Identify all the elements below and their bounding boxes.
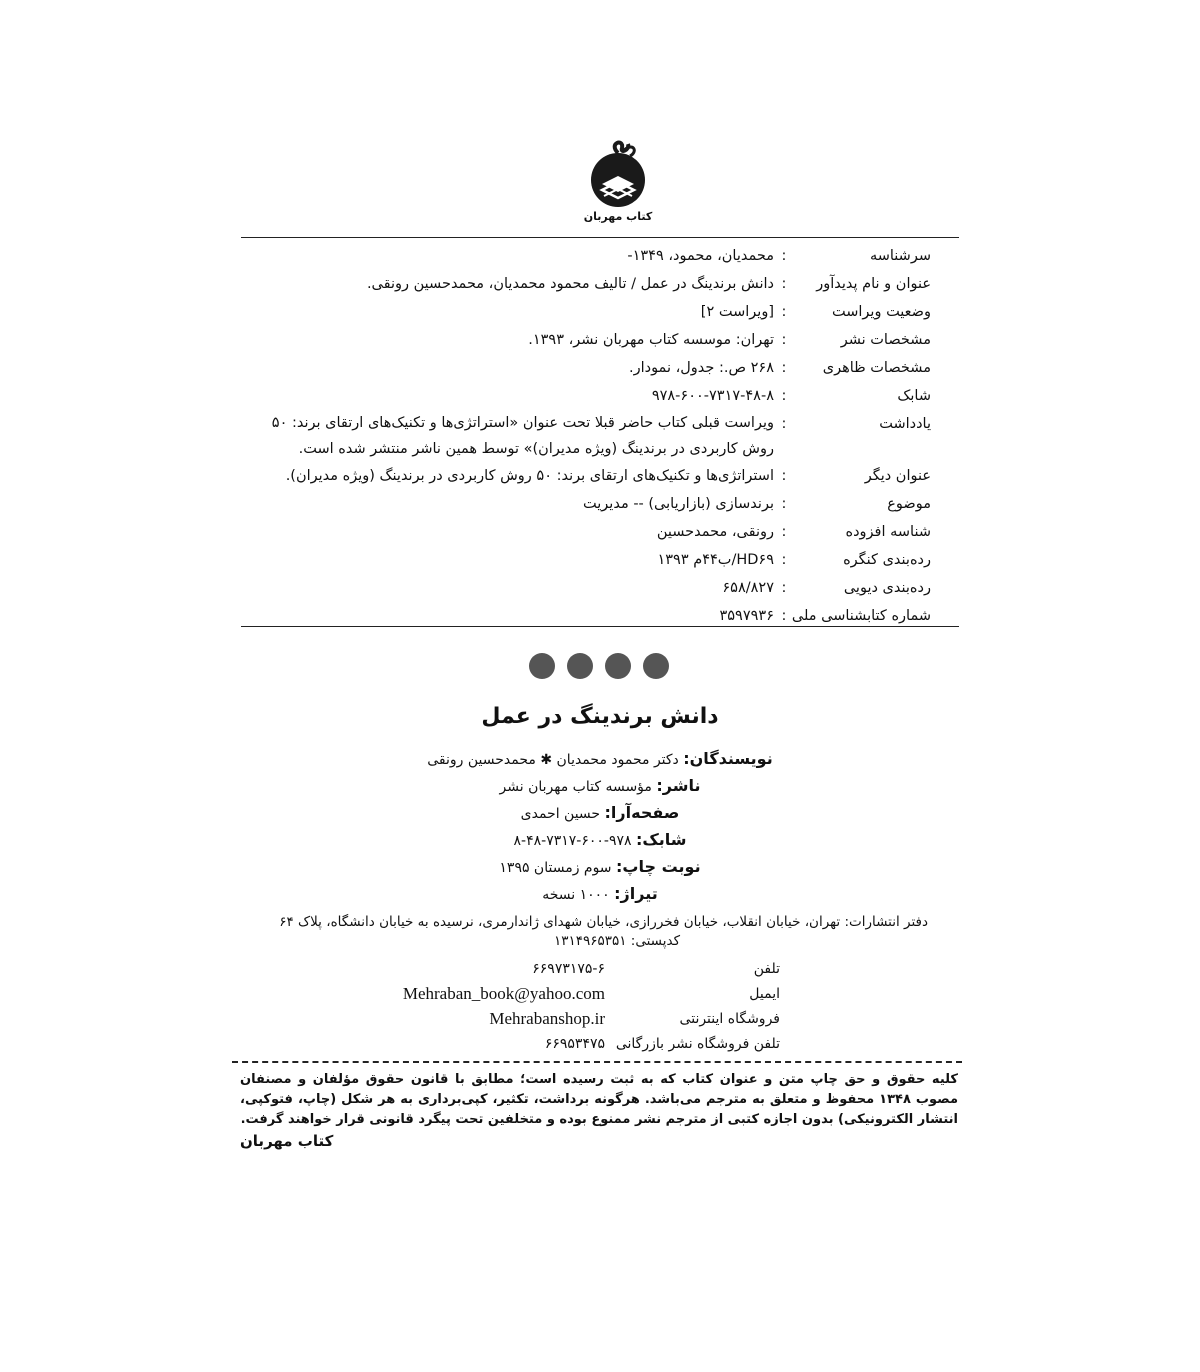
cip-label: شماره کتابشناسی ملی [791,608,931,624]
cip-value: دانش برندینگ در عمل / تالیف محمود محمدیان، محمدحسین رونقی. [366,276,774,292]
credit-value: ۱۰۰۰ نسخه [542,887,610,903]
contact-row [380,1006,780,1031]
cip-label: رده‌بندی دیویی [843,580,931,596]
cip-row [241,270,931,298]
logo-text: کتاب مهربان [583,210,653,223]
book-title: دانش برندینگ در عمل [481,704,719,729]
cip-colon: : [781,580,787,596]
credit-line [420,881,780,908]
cip-value: [ویراست ۲] [700,304,774,320]
cip-row [241,518,931,546]
credit-value: حسین احمدی [520,806,601,822]
credit-label: نوبت چاپ: [616,857,701,876]
cip-label: رده‌بندی کنگره [843,552,931,568]
cip-value: ۹۷۸-۶۰۰-۷۳۱۷-۴۸-۸ [651,388,774,404]
cip-value: تهران: موسسه کتاب مهربان نشر، ۱۳۹۳. [528,332,774,348]
credit-label: ناشر: [656,776,701,795]
cip-colon: : [781,608,787,624]
cip-value: ویراست قبلی کتاب حاضر قبلا تحت عنوان «استراتژی‌ها و تکنیک‌های ارتقای برند: ۵۰ روش کاربردی در برندینگ (ویژه مدیران)» توسط همین ناشر منتشر شده است. [271,415,774,457]
contact-label: تلفن فروشگاه نشر بازرگانی [615,1035,780,1052]
cip-row [241,382,931,410]
cip-value: محمدیان، محمود، ۱۳۴۹- [627,248,774,264]
dashed-divider [232,1061,962,1063]
cip-colon: : [781,248,787,264]
cip-row [241,298,931,326]
cip-value: ۶۵۸/۸۲۷ [722,580,774,596]
cip-value: ۲۶۸ ص.: جدول، نمودار. [628,360,774,376]
cip-row [241,354,931,382]
cip-row [241,574,931,602]
credit-label: نویسندگان: [683,749,773,768]
cip-label: مشخصات نشر [840,332,931,348]
dot-icon [567,653,593,679]
cip-colon: : [781,304,787,320]
contact-value: ۶۶۹۵۳۴۷۵ [544,1035,605,1052]
dot-icon [643,653,669,679]
credit-line [420,854,780,881]
credit-value: ۹۷۸-۶۰۰-۷۳۱۷-۴۸-۸ [513,833,632,849]
credit-line [420,800,780,827]
cip-colon: : [781,496,787,512]
cip-value: رونقی، محمدحسین [656,524,774,540]
cip-row [241,490,931,518]
contact-label: تلفن [753,960,780,977]
cip-colon: : [781,552,787,568]
publisher-signature: کتاب مهربان [240,1132,334,1150]
contact-label: فروشگاه اینترنتی [679,1010,780,1027]
cip-row [241,462,931,490]
cip-colon: : [781,276,787,292]
cip-label: یادداشت [879,416,931,432]
cip-label: موضوع [887,496,931,512]
cip-label: وضعیت ویراست [832,304,931,320]
cip-row [241,410,931,462]
cip-colon: : [781,388,787,404]
credit-label: تیراژ: [614,884,658,903]
credits-block [420,746,780,908]
credit-value: سوم زمستان ۱۳۹۵ [499,860,612,876]
publisher-logo [578,138,658,228]
credit-line [420,827,780,854]
cip-value: HD۶۹/ب۴۴م ۱۳۹۳ [657,552,774,568]
credit-label: شابک: [635,830,687,849]
contact-row [380,1031,780,1056]
cip-value: ۳۵۹۷۹۳۶ [719,608,774,624]
contact-row [380,956,780,981]
cip-row [241,326,931,354]
contacts-block [380,956,780,1056]
credit-value: مؤسسه کتاب مهربان نشر [499,779,652,795]
cip-colon: : [781,468,787,484]
contact-value: Mehrabanshop.ir [489,1008,605,1028]
cip-label: سرشناسه [869,248,931,264]
cip-label: مشخصات ظاهری [822,360,931,376]
cip-label: عنوان دیگر [864,468,931,484]
office-address: دفتر انتشارات: تهران، خیابان انقلاب، خیابان فخررازی، خیابان شهدای ژاندارمری، نرسیده به خیابان دانشگاه، پلاک ۶۴ [279,914,928,930]
cip-label: شابک [897,388,931,404]
cip-label: شناسه افزوده [845,524,931,540]
cip-value: استراتژی‌ها و تکنیک‌های ارتقای برند: ۵۰ روش کاربردی در برندینگ (ویژه مدیران). [285,468,774,484]
cip-label: عنوان و نام پدیدآور [816,276,931,292]
cip-row [241,546,931,574]
separator-dots [529,653,669,681]
contact-value: Mehraban_book@yahoo.com [402,983,605,1003]
bottom-rule [241,626,959,627]
cip-colon: : [781,524,787,540]
cip-colon: : [781,416,787,432]
cip-row [241,242,931,270]
copyright-notice: کلیه حقوق و حق چاپ متن و عنوان کتاب که به ثبت رسیده است؛ مطابق با قانون حقوق مؤلفان و مصنفان مصوب ۱۳۴۸ محفوظ و متعلق به مترجم می‌باشد. هرگونه برداشت، تکثیر، کپی‌برداری به هر شکل (چاپ، فتوکپی، انتشار الکترونیکی) بدون اجازه کتبی از مترجم نشر ممنوع بوده و متخلفین تحت پیگرد قانونی قرار خواهند گرفت. [240,1072,958,1127]
credit-line [420,746,780,773]
cip-colon: : [781,332,787,348]
cip-colon: : [781,360,787,376]
contact-row [380,981,780,1006]
top-rule [241,237,959,238]
cip-value: برندسازی (بازاریابی) -- مدیریت [583,496,774,512]
postal-code: کدپستی: ۱۳۱۴۹۶۵۳۵۱ [554,933,680,949]
dot-icon [529,653,555,679]
credit-label: صفحه‌آرا: [604,803,680,822]
dot-icon [605,653,631,679]
cataloging-record [241,242,931,630]
contact-value: ۶۶۹۷۳۱۷۵-۶ [532,960,605,977]
logo-emblem-icon [578,138,658,210]
contact-label: ایمیل [749,985,780,1002]
credit-line [420,773,780,800]
credit-value: دکتر محمود محمدیان ✱ محمدحسین رونقی [427,752,679,768]
